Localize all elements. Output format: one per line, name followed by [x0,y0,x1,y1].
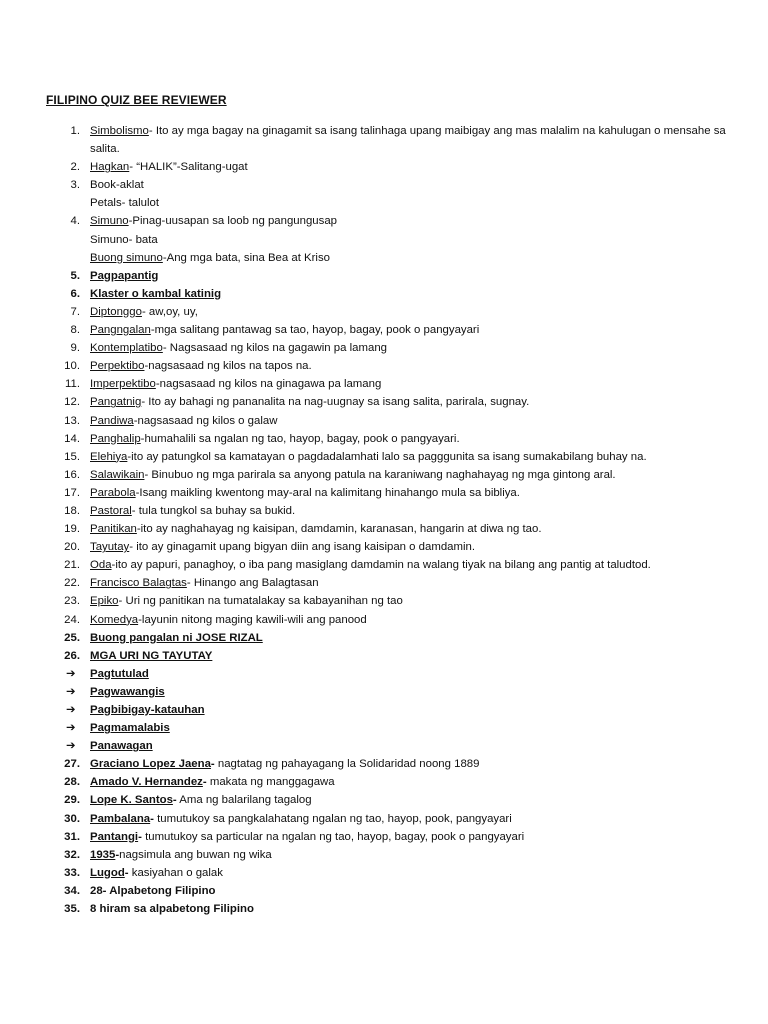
item-term: Buong pangalan ni JOSE RIZAL [90,631,263,644]
item-separator: - [129,541,134,554]
item-content [90,828,748,846]
item-content [90,176,748,194]
item-separator: - [127,450,132,463]
list-item [0,249,768,267]
item-definition: makata ng manggagawa [206,776,335,789]
item-term: Pandiwa [90,414,134,427]
item-number: 23. [64,595,80,608]
item-term: Pastoral [90,504,132,517]
item-definition: Binubuo ng mga parirala sa anyong patula na karaniwang naghahayag ng mga gintong aral. [148,468,616,481]
item-content [90,158,748,176]
list-item [0,267,768,285]
item-definition: kasiyahan o galak [128,866,223,879]
item-number: 30. [64,812,80,825]
list-item [0,502,768,520]
item-number: 9. [70,342,80,355]
list-item [0,448,768,466]
list-item [0,375,768,393]
item-definition: humahalili sa ngalan ng tao, hayop, bagay, pook o pangyayari. [144,432,460,445]
item-content [90,719,748,737]
item-definition: salita. [90,143,120,156]
item-term: Lugod [90,866,125,879]
item-term: MGA URI NG TAYUTAY [90,649,213,662]
item-definition: Uri ng panitikan na tumatalakay sa kabayanihan ng tao [122,595,403,608]
item-number: 21. [64,559,80,572]
item-number: 33. [64,866,80,879]
item-number: 29. [64,794,80,807]
item-content [90,701,748,719]
item-definition: ito ay ginagamit upang bigyan diin ang isang kaisipan o damdamin. [133,541,476,554]
item-number: 1. [70,125,80,137]
item-number: 19. [64,523,80,536]
list-item [0,321,768,339]
item-content [90,592,748,610]
list-item [0,194,768,212]
item-content [90,502,748,520]
item-content [90,194,748,212]
item-number: 27. [64,758,80,771]
item-separator: - [138,830,142,843]
item-number: 20. [64,541,80,554]
item-number: 10. [64,360,80,373]
item-separator: - [210,758,215,771]
item-number: 5. [70,269,80,282]
list-item [0,158,768,176]
item-separator: - [133,414,138,427]
item-number: 6. [70,287,80,300]
list-item [0,339,768,357]
item-number: 17. [64,486,80,499]
item-definition: Ito ay bahagi ng pananalita na nag-uugnay sa isang salita, parirala, sugnay. [145,396,530,409]
item-term: Pagbibigay-katauhan [90,704,205,716]
item-definition: tula tungkol sa buhay sa bukid. [135,504,296,517]
item-content [90,249,748,267]
item-definition: Petals- talulot [90,197,160,210]
item-term: Francisco Balagtas [90,577,187,590]
item-separator: - [129,161,134,174]
item-definition: Nagsasaad ng kilos na gagawin pa lamang [166,342,387,355]
item-separator: - [124,866,129,879]
list-item [0,430,768,448]
item-separator: - [144,360,149,373]
item-number: 18. [64,504,80,517]
item-content [90,611,748,629]
list-item [0,357,768,375]
item-separator: - [135,486,140,499]
item-term: Perpektibo [90,360,145,373]
item-separator: - [202,776,207,789]
item-definition: layunin nitong maging kawili-wili ang panood [141,613,367,626]
item-content [90,448,748,466]
item-definition: Book-aklat [90,179,144,192]
item-number: 34. [64,884,80,897]
list-item [0,647,768,665]
list-item [0,592,768,610]
list-item [0,393,768,411]
item-number: 12. [64,396,80,409]
item-number: 4. [70,215,80,228]
list-item [0,140,768,158]
item-content [90,737,748,755]
list-item [0,484,768,502]
item-term: Panghalip [90,432,141,445]
item-separator: - [115,848,120,861]
item-separator: - [186,577,191,590]
list-item [0,285,768,303]
item-definition: mga salitang pantawag sa tao, hayop, bagay, pook o pangyayari [154,324,480,337]
arrow-bullet-icon: ➔ [66,667,76,680]
item-content [90,412,748,430]
item-content [90,556,748,574]
item-separator: - [118,595,123,608]
item-number: 11. [65,378,80,391]
item-separator: - [140,432,145,445]
item-number: 3. [70,179,80,192]
item-content [90,231,748,249]
list-item [0,683,768,701]
list-item [0,810,768,828]
item-content [90,285,748,303]
item-separator: - [172,794,177,807]
item-definition: Pinag-uusapan sa loob ng pangungusap [132,215,337,228]
item-term: Pagwawangis [90,685,165,698]
item-content [90,339,748,357]
item-definition: ito ay patungkol sa kamatayan o pagdadalamhati lalo sa pagggunita sa isang sumakabilang buhay na. [131,450,647,463]
item-term: Tayutay [90,541,130,554]
item-term: Pagmamalabis [90,722,170,735]
item-term: Buong simuno [90,251,163,264]
item-content [90,665,748,683]
list-item [0,538,768,556]
item-definition: nagsimula ang buwan ng wika [119,848,272,861]
item-content [90,357,748,375]
item-term: Pangatnig [90,396,142,409]
item-content [90,773,748,791]
item-definition: Simuno- bata [90,233,158,246]
item-definition: 8 hiram sa alpabetong Filipino [90,903,254,916]
item-content [90,629,748,647]
item-separator: - [138,613,142,626]
list-item [0,773,768,791]
item-definition: nagsasaad ng kilos na ginagawa pa lamang [159,378,382,391]
item-number: 8. [70,324,80,337]
item-content [90,882,748,900]
list-item [0,122,768,140]
item-term: Pantangi [90,830,139,843]
arrow-bullet-icon: ➔ [66,740,76,753]
arrow-bullet-icon: ➔ [66,685,76,698]
item-term: Imperpektibo [90,378,156,391]
item-number: 14. [64,432,80,445]
item-content [90,574,748,592]
item-term: Panitikan [90,523,137,536]
item-term: Kontemplatibo [90,342,163,355]
item-term: Simuno [90,215,129,228]
list-item [0,755,768,773]
item-number: 15. [64,450,80,463]
list-item [0,900,768,918]
item-definition: nagtatag ng pahayagang la Solidaridad noong 1889 [214,758,480,771]
list-item [0,846,768,864]
list-item [0,629,768,647]
list-item [0,701,768,719]
item-separator: - [141,305,146,318]
item-number: 2. [70,161,80,174]
item-term: Epiko [90,595,119,608]
item-term: Klaster o kambal katinig [90,287,222,300]
item-number: 28. [64,776,80,789]
reviewer-list [0,122,768,918]
item-number: 32. [64,848,80,861]
item-term: Hagkan [90,161,130,174]
item-content [90,538,748,556]
list-item [0,864,768,882]
item-definition: “HALIK”-Salitang-ugat [133,161,248,174]
item-separator: - [141,396,146,409]
item-definition: nagsasaad ng kilos na tapos na. [148,360,312,373]
item-content [90,846,748,864]
list-item [0,231,768,249]
item-number: 25. [64,631,80,644]
item-number: 26. [64,649,80,662]
item-definition: tumutukoy sa pangkalahatang ngalan ng tao, hayop, pook, pangyayari [153,812,512,825]
item-content [90,212,748,230]
item-content [90,755,748,773]
list-item [0,212,768,230]
item-term: Pagtutulad [90,667,149,680]
item-separator: - [150,812,154,825]
item-number: 13. [64,414,80,427]
item-content [90,484,748,502]
item-term: Simbolismo [90,125,149,137]
item-content [90,520,748,538]
item-term: Salawikain [90,468,145,481]
item-term: Diptonggo [90,305,142,318]
item-term: Graciano Lopez Jaena [90,758,211,771]
item-definition: Ang mga bata, sina Bea at Kriso [166,251,330,264]
item-content [90,321,748,339]
item-separator: - [162,342,167,355]
item-term: Pangngalan [90,324,151,337]
item-separator: - [150,324,155,337]
item-term: Elehiya [90,450,128,463]
item-definition: ito ay papuri, panaghoy, o iba pang masiglang damdamin na walang tiyak na bilang ang pantig at taludtod. [115,559,651,572]
item-content [90,303,748,321]
item-number: 31. [64,830,80,843]
document-title: FILIPINO QUIZ BEE REVIEWER [46,93,227,107]
item-number: 35. [64,903,80,916]
item-content [90,430,748,448]
list-item [0,176,768,194]
item-content [90,466,748,484]
item-separator: - [148,125,153,137]
item-content [90,864,748,882]
item-separator: - [111,559,116,572]
item-separator: - [162,251,167,264]
item-separator: - [131,504,136,517]
list-item [0,737,768,755]
list-item [0,611,768,629]
item-content [90,375,748,393]
item-term: Oda [90,559,112,572]
item-number: 24. [64,613,80,626]
list-item [0,412,768,430]
list-item [0,791,768,809]
item-number: 16. [64,468,80,481]
item-content [90,791,748,809]
item-number: 7. [70,305,80,318]
item-content [90,900,748,918]
item-content [90,122,748,140]
item-definition: Isang maikling kwentong may-aral na kalimitang hinahango mula sa bibliya. [139,486,520,499]
item-separator: - [144,468,149,481]
item-separator: - [136,523,141,536]
list-item [0,882,768,900]
list-item [0,520,768,538]
item-separator: - [155,378,160,391]
list-item [0,719,768,737]
item-definition: nagsasaad ng kilos o galaw [137,414,278,427]
arrow-bullet-icon: ➔ [66,704,76,716]
item-number: 22. [64,577,80,590]
item-definition: aw,oy, uy, [145,305,198,318]
item-definition: ito ay naghahayag ng kaisipan, damdamin, karanasan, hangarin at diwa ng tao. [140,523,542,536]
item-content [90,393,748,411]
item-content [90,267,748,285]
item-definition: 28- Alpabetong Filipino [90,884,216,897]
item-content [90,683,748,701]
item-content [90,810,748,828]
list-item [0,574,768,592]
list-item [0,828,768,846]
item-definition: Ito ay mga bagay na ginagamit sa isang talinhaga upang maibigay ang mas malalim na kahulugan o mensahe sa [152,125,726,137]
item-content [90,647,748,665]
item-definition: Hinango ang Balagtasan [190,577,319,590]
item-term: Parabola [90,486,136,499]
item-term: Amado V. Hernandez [90,776,203,789]
arrow-bullet-icon: ➔ [66,722,76,735]
list-item [0,303,768,321]
list-item [0,556,768,574]
item-term: Lope K. Santos [90,794,173,807]
item-term: Komedya [90,613,139,626]
list-item [0,665,768,683]
item-separator: - [128,215,133,228]
list-item [0,466,768,484]
item-definition: tumutukoy sa particular na ngalan ng tao, hayop, bagay, pook o pangyayari [141,830,525,843]
item-term: 1935 [90,848,116,861]
item-definition: Ama ng balarilang tagalog [176,794,312,807]
item-term: Pagpapantig [90,269,159,282]
item-term: Panawagan [90,740,153,753]
item-term: Pambalana [90,812,151,825]
item-content [90,140,748,158]
